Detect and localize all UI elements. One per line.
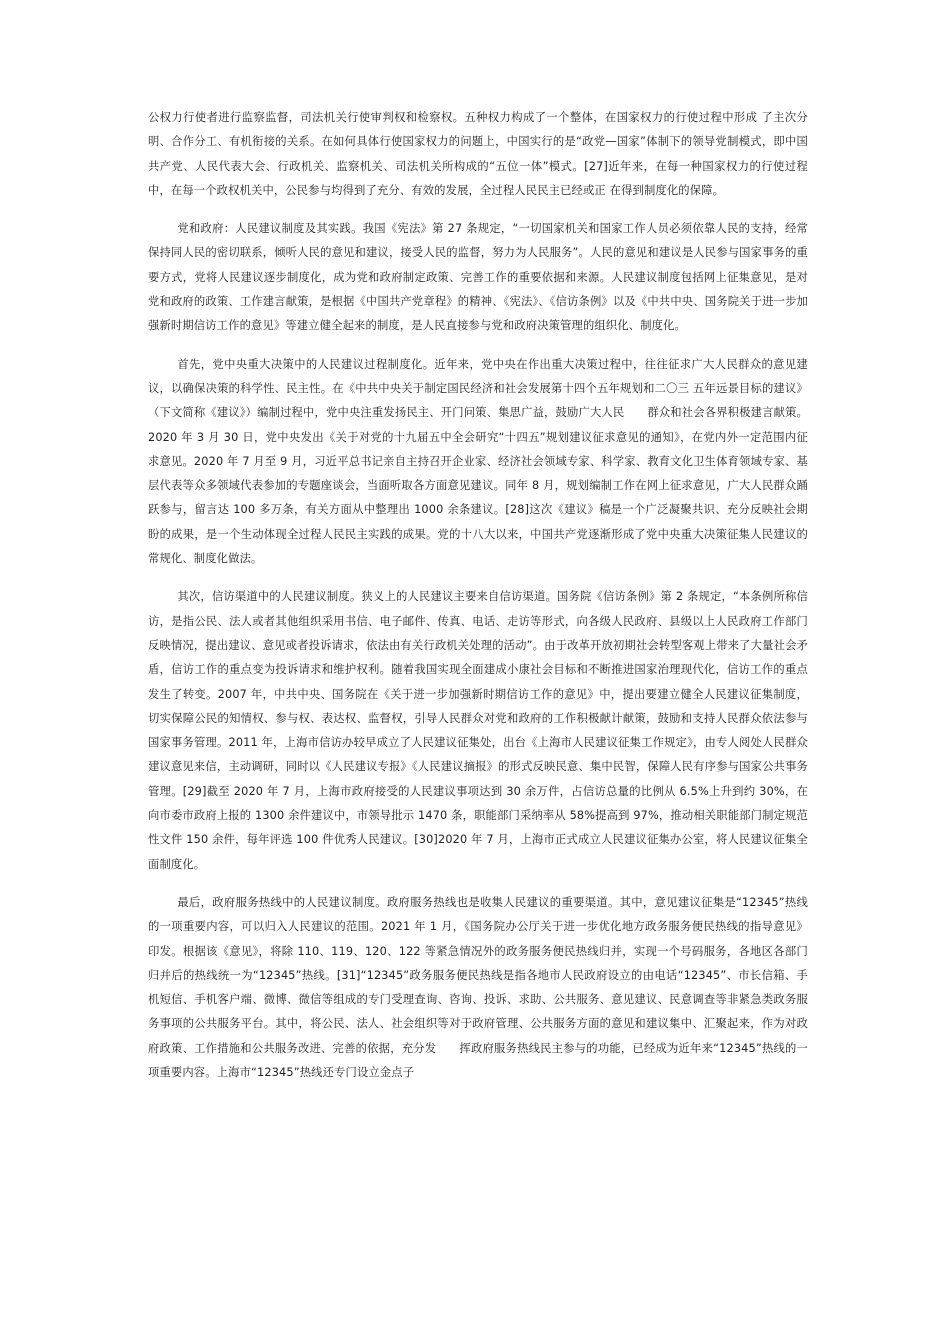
paragraph-petition-channel: 其次，信访渠道中的人民建议制度。狭义上的人民建议主要来自信访渠道。国务院《信访条例》第 2 条规定，“本条例所称信访，是指公民、法人或者其他组织采用书信、电子邮件、传真、电话、走访等形式，向各级人民政府、县级以上人民政府工作部门反映情况，提出建议、意见或者投诉请求，依法由有关行政机关处理的活动”。由于改革开放初期社会转型客观上带来了大量社会矛盾，信访工作的重点变为投诉请求和维护权利。随着我国实现全面建成小康社会目标和不断推进国家治理现代化，信访工作的重点发生了转变。2007 年，中共中央、国务院在《关于进一步加强新时期信访工作的意见》中，提出要建立健全人民建议征集制度，切实保障公民的知情权、参与权、表达权、监督权，引导人民群众对党和政府的工作积极献计献策，鼓励和支持人民群众依法参与国家事务管理。2011 年，上海市信访办较早成立了人民建议征集处，出台《上海市人民建议征集工作规定》，由专人阅处人民群众建议意见来信，主动调研，同时以《人民建议专报》《人民建议摘报》的形式反映民意、集中民智，保障人民有序参与国家公共事务管理。[29]截至 2020 年 7 月，上海市政府接受的人民建议事项达到 30 余万件，占信访总量的比例从 6.5%上升到约 30%，在向市委市政府上报的 1300 余件建议中，市领导批示 1470 条，职能部门采纳率从 58%提高到 97%，推动相关职能部门制定规范性文件 150 余件，每年评选 100 件优秀人民建议。[30]2020 年 7 月，上海市正式成立人民建议征集办公室，将人民建议征集全面制度化。 bbox=[148, 590, 808, 871]
paragraph-central-decisions: 首先，党中央重大决策中的人民建议过程制度化。近年来，党中央在作出重大决策过程中，往往征求广大人民群众的意见建议，以确保决策的科学性、民主性。在《中共中央关于制定国民经济和社会发展第十四个五年规划和二〇三 五年远景目标的建议》（下文简称《建议》）编制过程中，党中央注重发扬民主、开门问策、集思广益，鼓励广大人民 群众和社会各界积极建言献策。2020 年 3 月 30 日，党中央发出《关于对党的十九届五中全会研究“十四五”规划建议征求意见的通知》，在党内外一定范围内征求意见。2020 年 7 月至 9 月，习近平总书记亲自主持召开企业家、经济社会领域专家、科学家、教育文化卫生体育领域专家、基层代表等众多领域代表参加的专题座谈会，当面听取各方面意见建议。同年 8 月，规划编制工作在网上征求意见，广大人民群众踊跃参与，留言达 100 多万条，有关方面从中整理出 1000 余条建议。[28]这次《建议》稿是一个广泛凝聚共识、充分反映社会期盼的成果，是一个生动体现全过程人民民主实践的成果。党的十八大以来，中国共产党逐渐形成了党中央重大决策征集人民建议的常规化、制度化做法。 bbox=[148, 357, 808, 566]
paragraph-power-structure: 公权力行使者进行监察监督，司法机关行使审判权和检察权。五种权力构成了一个整体，在国家权力的行使过程中形成 了主次分明、合作分工、有机衔接的关系。在如何具体行使国家权力的问题上，中国实行的是“政党—国家”体制下的领导党制模式，即中国共产党、人民代表大会、行政机关、监察机关、司法机关所构成的“五位一体”模式。[27]近年来，在每一种国家权力的行使过程中，在每一个政权机关中，公民参与均得到了充分、有效的发展，全过程人民民主已经或正 在得到制度化的保障。 bbox=[148, 111, 808, 197]
paragraph-party-government: 党和政府：人民建议制度及其实践。我国《宪法》第 27 条规定，“一切国家机关和国家工作人员必须依靠人民的支持，经常保持同人民的密切联系，倾听人民的意见和建议，接受人民的监督，努力为人民服务”。人民的意见和建议是人民参与国家事务的重要方式，党将人民建议逐步制度化，成为党和政府制定政策、完善工作的重要依据和来源。人民建议制度包括网上征集意见，是对党和政府的政策、工作建言献策，是根据《中国共产党章程》的精神、《宪法》、《信访条例》以及《中共中央、国务院关于进一步加强新时期信访工作的意见》等建立健全起来的制度，是人民直接参与党和政府决策管理的组织化、制度化。 bbox=[148, 222, 808, 333]
paragraph-service-hotline: 最后，政府服务热线中的人民建议制度。政府服务热线也是收集人民建议的重要渠道。其中，意见建议征集是“12345”热线的一项重要内容，可以归入人民建议的范围。2021 年 1 月，《国务院办公厅关于进一步优化地方政务服务便民热线的指导意见》印发。根据该《意见》，将除 110、119、120、122 等紧急情况外的政务服务便民热线归并，实现一个号码服务，各地区各部门归并后的热线统一为“12345”热线。[31]“12345”政务服务便民热线是指各地市人民政府设立的由电话“12345”、市长信箱、手机短信、手机客户端、微博、微信等组成的专门受理查询、咨询、投诉、求助、公共服务、意见建议、民意调查等非紧急类政务服务事项的公共服务平台。其中，将公民、法人、社会组织等对于政府管理、公共服务方面的意见和建议集中、汇聚起来，作为对政府政策、工作措施和公共服务改进、完善的依据，充分发 挥政府服务热线民主参与的功能，已经成为近年来“12345”热线的一项重要内容。上海市“12345”热线还专门设立金点子 bbox=[148, 895, 808, 1079]
document-page bbox=[148, 106, 808, 1099]
